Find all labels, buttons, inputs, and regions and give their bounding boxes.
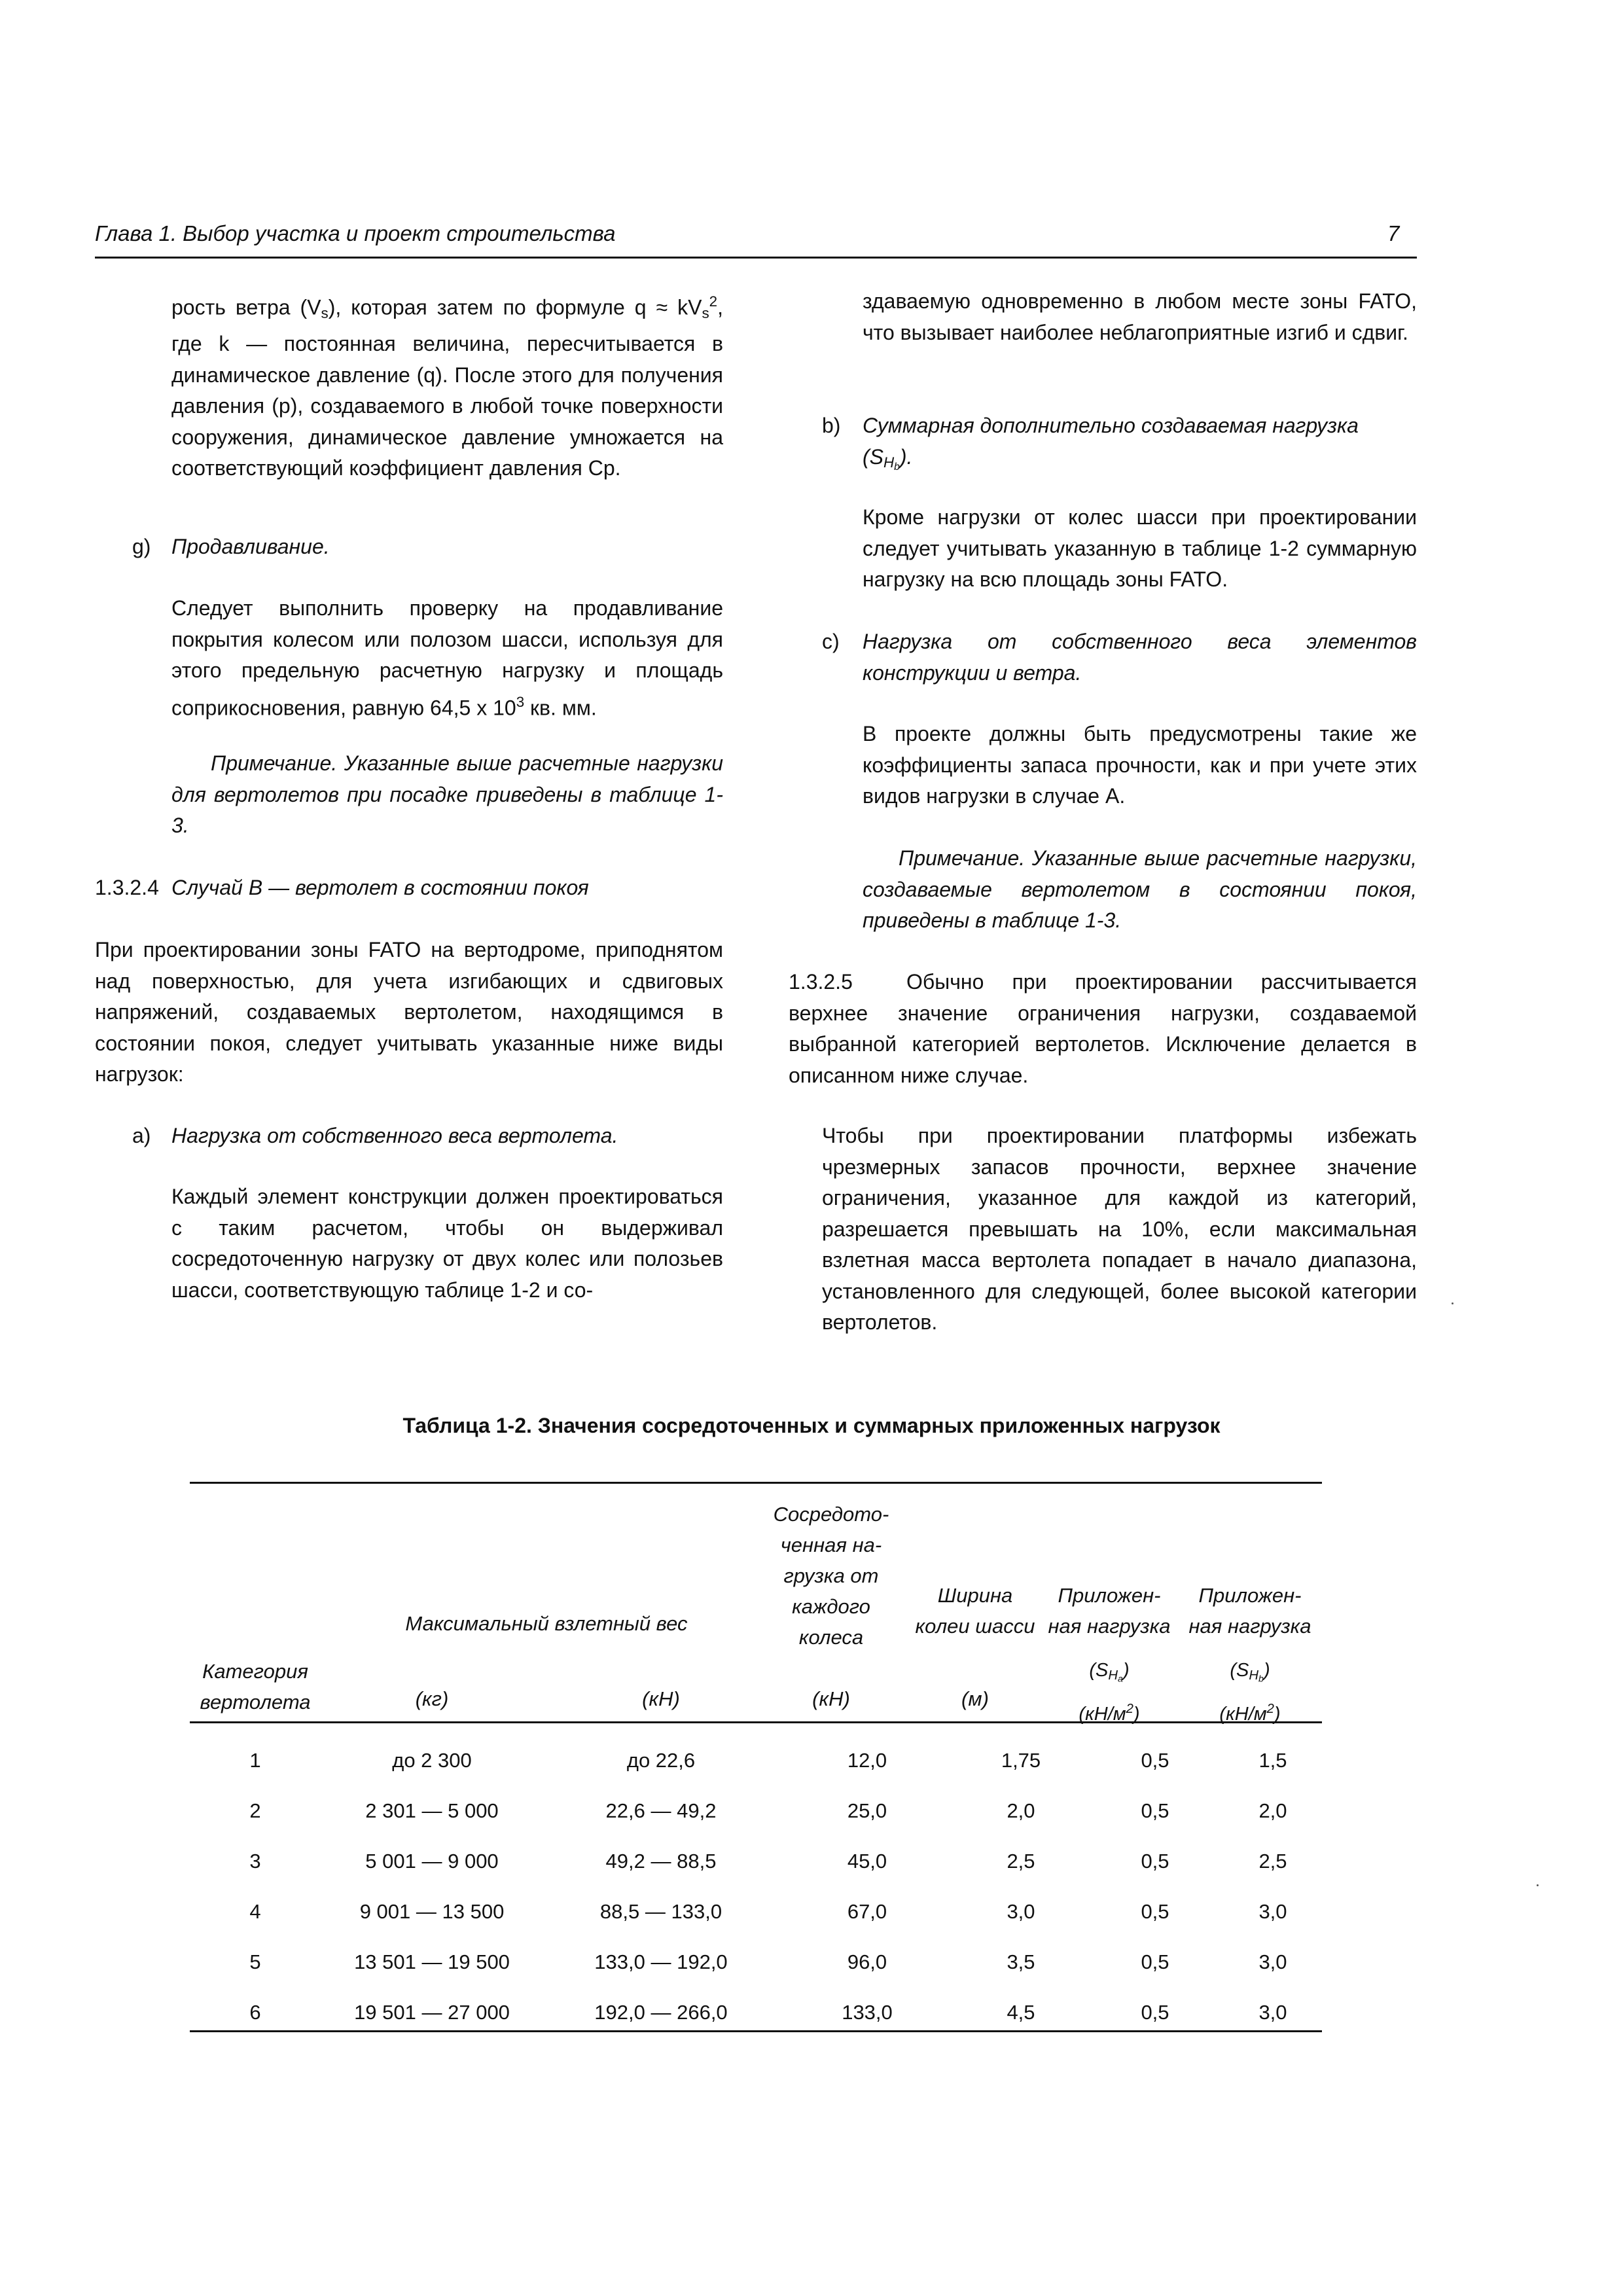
- table-row: [190, 1937, 1322, 1987]
- cell-wheel-load: 133,0: [842, 2000, 893, 2024]
- cell-sha: 0,5: [1141, 1748, 1169, 1772]
- cell-category: 4: [249, 1899, 261, 1923]
- cell-shb: 2,5: [1258, 1849, 1287, 1873]
- cell-weight-kg: 9 001 — 13 500: [359, 1899, 505, 1923]
- cell-weight-kn: 133,0 — 192,0: [594, 1950, 728, 1973]
- cell-category: 6: [249, 2000, 261, 2024]
- cell-category: 5: [249, 1950, 261, 1973]
- th-unit-sha: $(S_{H_a})$ $(кН/м^2)$: [1079, 1660, 1140, 1725]
- cell-weight-kg: до 2 300: [392, 1748, 472, 1772]
- item-b-label: b): [822, 414, 841, 437]
- table-row: [190, 1785, 1322, 1836]
- cell-sha: 0,5: [1141, 1849, 1169, 1873]
- item-a-label: a): [132, 1124, 151, 1147]
- th-applied-load-b: Приложен- ная нагрузка: [1188, 1584, 1311, 1638]
- cell-sha: 0,5: [1141, 2000, 1169, 2024]
- section-1-3-2-4-number: 1.3.2.4: [95, 876, 159, 899]
- cell-weight-kg: 2 301 — 5 000: [365, 1799, 499, 1822]
- cell-weight-kg: 13 501 — 19 500: [354, 1950, 510, 1973]
- table-caption: Таблица 1-2. Значения сосредоточенных и суммарных приложенных нагрузок: [402, 1414, 1221, 1437]
- cell-weight-kn: до 22,6: [626, 1748, 696, 1772]
- cell-sha: 0,5: [1141, 1899, 1169, 1923]
- cell-wheel-load: 67,0: [847, 1899, 887, 1923]
- left-paragraph-wind: рость ветра $(V_s)$, которая затем по формуле $q \approx kV_s^2$, где k — постоянная величина, пересчитывается в динамическое давление (q). После этого для получения давления (p), создаваемого в любой точке поверхности сооружения, динамическое давление умножается на соответствующий коэффициент давления Cp.: [171, 293, 724, 480]
- item-a-title: Нагрузка от собственного веса вертолета.: [171, 1124, 618, 1147]
- cell-weight-kn: 88,5 — 133,0: [599, 1899, 722, 1923]
- th-applied-load-a: Приложен- ная нагрузка: [1048, 1584, 1171, 1638]
- th-unit-kn: (кН): [642, 1687, 680, 1710]
- cell-shb: 3,0: [1258, 2000, 1287, 2024]
- cell-wheel-load: 12,0: [847, 1748, 887, 1772]
- item-b-text: Кроме нагрузки от колес шасси при проектировании следует учитывать указанную в таблице 1-2 суммарную нагрузку на всю площадь зоны FATO.: [863, 505, 1417, 591]
- th-unit-kn-load: (кН): [812, 1687, 850, 1710]
- chapter-header: Глава 1. Выбор участка и проект строительства: [95, 221, 616, 245]
- cell-wheel-load: 45,0: [847, 1849, 887, 1873]
- th-unit-kg: (кг): [415, 1687, 449, 1710]
- item-c-label: c): [822, 630, 840, 653]
- cell-category: 3: [249, 1849, 261, 1873]
- cell-sha: 0,5: [1141, 1799, 1169, 1822]
- th-track-width: Ширина колеи шасси: [915, 1584, 1035, 1638]
- cell-track-width: 1,75: [1001, 1748, 1041, 1772]
- section-1-3-2-4-text: При проектировании зоны FATO на вертодроме, приподнятом над поверхностью, для учета изгибающих и сдвиговых напряжений, создаваемых вертолетом, находящимся в состоянии покоя, следует учитывать указанные ниже виды нагрузок:: [95, 938, 723, 1086]
- cell-category: 2: [249, 1799, 261, 1822]
- cell-track-width: 2,0: [1007, 1799, 1035, 1822]
- item-c-text: В проекте должны быть предусмотрены такие же коэффициенты запаса прочности, как и при учете этих видов нагрузки в случае A.: [863, 722, 1417, 808]
- table-row: [190, 1735, 1322, 1785]
- item-g-text: Следует выполнить проверку на продавливание покрытия колесом или полозом шасси, используя для этого предельную расчетную нагрузку и площадь соприкосновения, равную 64,5 x $10^3$ кв. мм.: [171, 596, 723, 719]
- cell-weight-kn: 49,2 — 88,5: [605, 1849, 717, 1873]
- cell-track-width: 3,0: [1007, 1899, 1035, 1923]
- scan-speck: [1537, 1884, 1539, 1886]
- page-number: 7: [1387, 221, 1400, 245]
- item-g-label: g): [132, 535, 151, 558]
- cell-track-width: 2,5: [1007, 1849, 1035, 1873]
- table-row: [190, 1836, 1322, 1886]
- section-1-3-2-4-title: Случай B — вертолет в состоянии покоя: [171, 876, 589, 899]
- item-c-title: Нагрузка от собственного веса элементов конструкции и ветра.: [863, 630, 1417, 685]
- table-top-rule: [190, 1482, 1322, 1484]
- item-g-title: Продавливание.: [171, 535, 330, 558]
- cell-shb: 3,0: [1258, 1899, 1287, 1923]
- cell-track-width: 4,5: [1007, 2000, 1035, 2024]
- cell-shb: 3,0: [1258, 1950, 1287, 1973]
- cell-shb: 1,5: [1258, 1748, 1287, 1772]
- table-row: [190, 1987, 1322, 2037]
- note-right: Примечание. Указанные выше расчетные нагрузки, создаваемые вертолетом в состоянии покоя, приведены в таблице 1-3.: [863, 846, 1417, 932]
- cell-weight-kn: 22,6 — 49,2: [605, 1799, 717, 1822]
- scan-speck: [1452, 1302, 1454, 1304]
- cell-shb: 2,0: [1258, 1799, 1287, 1822]
- cell-category: 1: [249, 1748, 261, 1772]
- cell-track-width: 3,5: [1007, 1950, 1035, 1973]
- cell-weight-kg: 5 001 — 9 000: [365, 1849, 499, 1873]
- th-max-weight: Максимальный взлетный вес: [405, 1612, 688, 1635]
- header-rule: [95, 257, 1417, 259]
- th-category: Категория вертолета: [200, 1660, 311, 1713]
- cell-weight-kn: 192,0 — 266,0: [594, 2000, 728, 2024]
- table-row: [190, 1886, 1322, 1937]
- section-1-3-2-5-text: Обычно при проектировании рассчитывается верхнее значение ограничения нагрузки, создаваемой выбранной категорией вертолетов. Исключение делается в описанном ниже случае.: [789, 970, 1417, 1087]
- cell-wheel-load: 25,0: [847, 1799, 887, 1822]
- cell-sha: 0,5: [1141, 1950, 1169, 1973]
- th-concentrated-load: Сосредото- ченная на- грузка от каждого колеса: [773, 1503, 889, 1649]
- cell-weight-kg: 19 501 — 27 000: [354, 2000, 510, 2024]
- section-1-3-2-5-number: 1.3.2.5: [789, 970, 853, 994]
- item-b-title: Суммарная дополнительно создаваемая нагрузка $(S_{H_b})$.: [863, 414, 1359, 473]
- cell-wheel-load: 96,0: [847, 1950, 887, 1973]
- th-unit-shb: $(S_{H_b})$ $(кН/м^2)$: [1219, 1660, 1281, 1725]
- loads-table: [190, 1735, 1322, 2037]
- item-a-text: Каждый элемент конструкции должен проектироваться с таким расчетом, чтобы он выдерживал сосредоточенную нагрузку от двух колес или полозьев шасси, соответствующую таблице 1-2 и со-: [171, 1185, 723, 1302]
- th-unit-m: (м): [961, 1687, 989, 1710]
- paragraph-excess-margin: Чтобы при проектировании платформы избежать чрезмерных запасов прочности, верхнее значение ограничения, указанное для каждой из категорий, разрешается превышать на 10%, если максимальная взлетная масса вертолета попадает в начало диапазона, установленного для следующей, более высокой категории вертолетов.: [822, 1124, 1417, 1334]
- note-left: Примечание. Указанные выше расчетные нагрузки для вертолетов при посадке приведены в таблице 1-3.: [171, 751, 723, 837]
- right-paragraph-cont: здаваемую одновременно в любом месте зоны FATO, что вызывает наиболее неблагоприятные изгиб и сдвиг.: [863, 289, 1417, 344]
